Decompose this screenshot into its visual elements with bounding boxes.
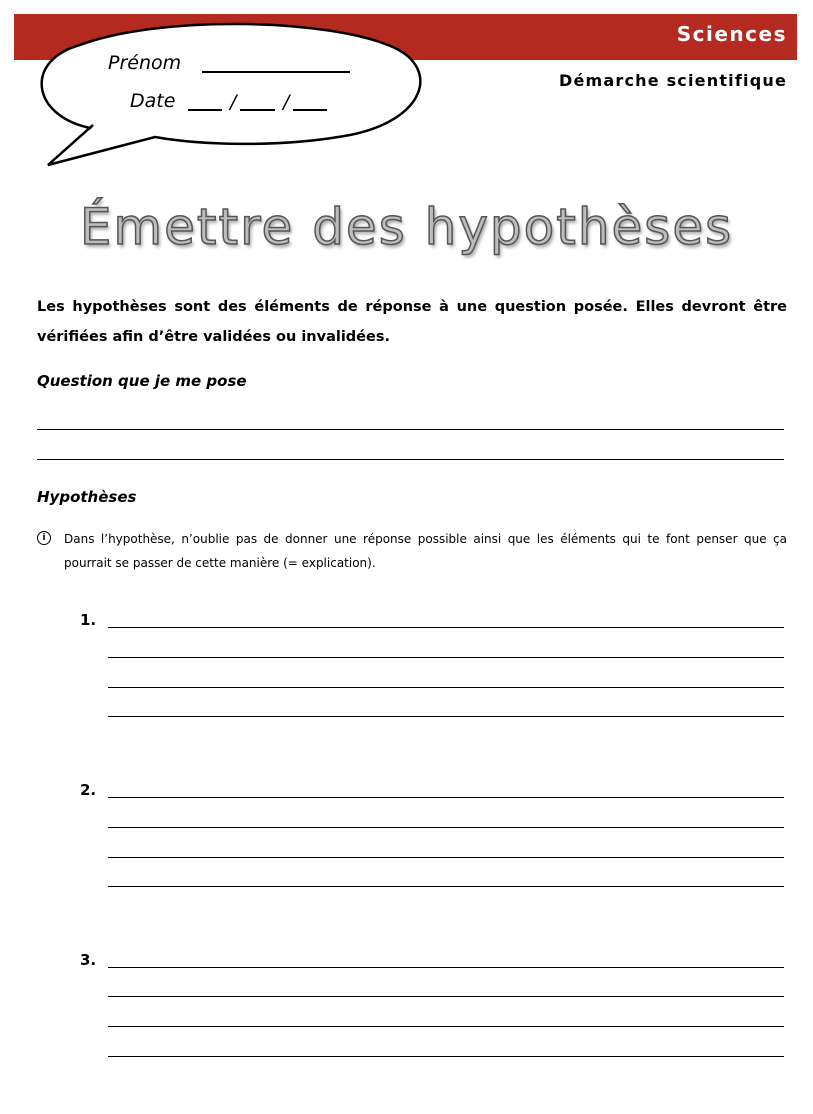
hypothesis-number: 3. <box>80 951 97 969</box>
date-separator-2: / <box>283 91 290 113</box>
hypothesis-line[interactable] <box>108 657 784 658</box>
hypothesis-line[interactable] <box>108 627 784 628</box>
hypothesis-number: 2. <box>80 781 97 799</box>
question-answer-line[interactable] <box>37 429 784 430</box>
date-label: Date <box>130 90 176 112</box>
hypothesis-line[interactable] <box>108 1056 784 1057</box>
page-title: Émettre des hypothèses <box>79 198 734 256</box>
hypothesis-number: 1. <box>80 611 97 629</box>
subject-title: Sciences <box>676 22 787 46</box>
hint-note <box>37 527 787 575</box>
hypotheses-heading: Hypothèses <box>37 488 137 506</box>
topic-subtitle: Démarche scientifique <box>559 71 787 90</box>
hypothesis-line[interactable] <box>108 996 784 997</box>
speech-bubble <box>0 0 430 180</box>
question-answer-line[interactable] <box>37 459 784 460</box>
intro-text: Les hypothèses sont des éléments de réponse à une question posée. Elles devront être vérifiées afin d’être validées ou invalidées. <box>37 299 787 345</box>
info-circle-icon: i <box>37 531 51 545</box>
hypothesis-line[interactable] <box>108 967 784 968</box>
hypothesis-line[interactable] <box>108 857 784 858</box>
date-separator-1: / <box>230 91 237 113</box>
hypothesis-line[interactable] <box>108 886 784 887</box>
hint-text: Dans l’hypothèse, n’oublie pas de donner une réponse possible ainsi que les éléments qui te font penser que ça pourrait se passer de cette manière (= explication). <box>64 532 787 570</box>
name-label: Prénom <box>108 52 182 74</box>
hypothesis-line[interactable] <box>108 1026 784 1027</box>
hypothesis-line[interactable] <box>108 797 784 798</box>
hypothesis-line[interactable] <box>108 827 784 828</box>
question-heading: Question que je me pose <box>37 372 247 390</box>
hypothesis-line[interactable] <box>108 687 784 688</box>
hypothesis-line[interactable] <box>108 716 784 717</box>
